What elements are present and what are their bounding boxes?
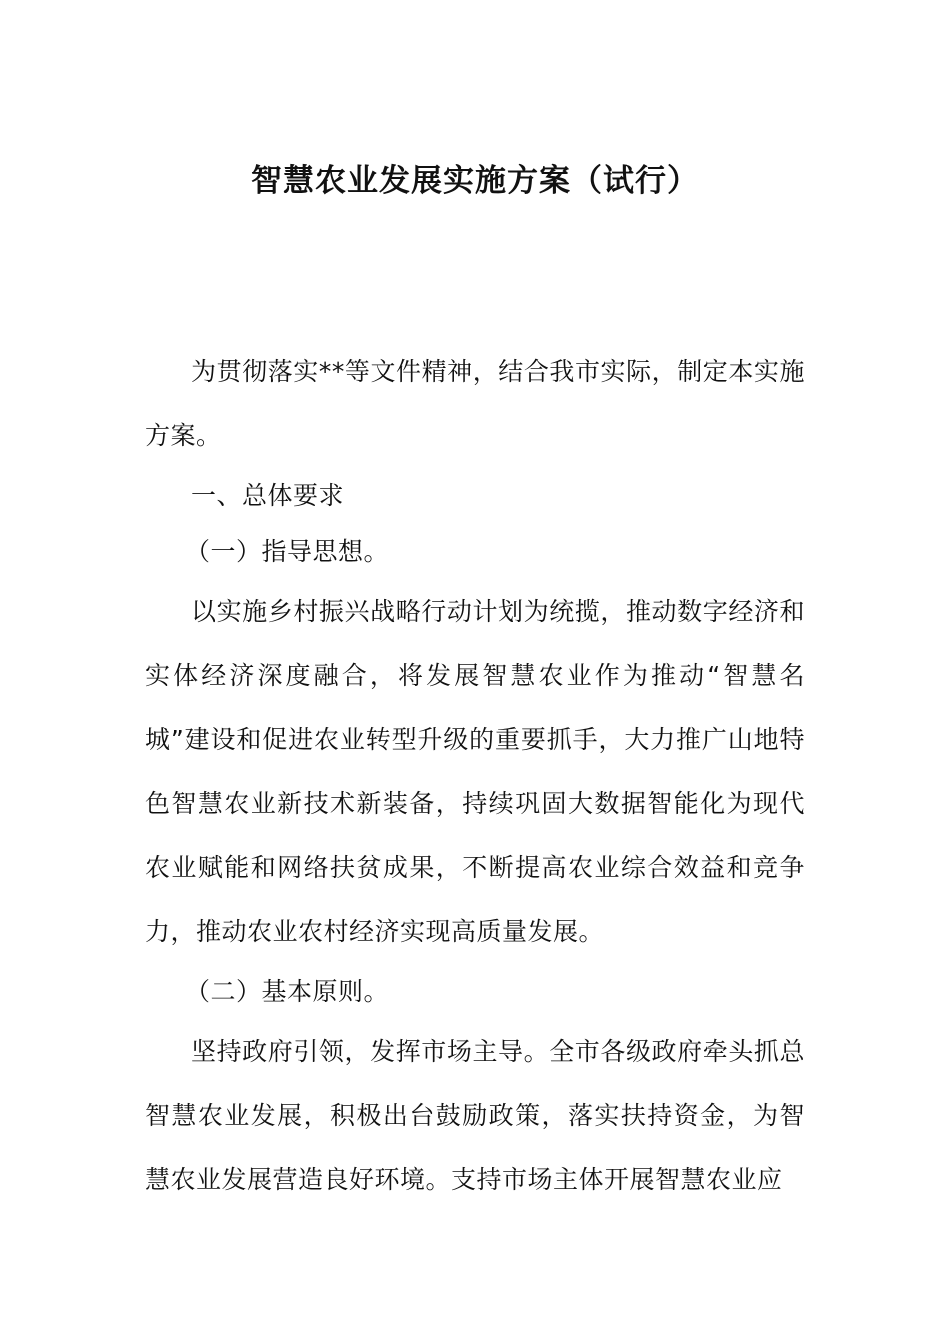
basic-principles-paragraph: 坚持政府引领，发挥市场主导。全市各级政府牵头抓总智慧农业发展，积极出台鼓励政策，落实扶持资金，为智慧农业发展营造良好环境。支持市场主体开展智慧农业应 <box>145 1037 805 1194</box>
section-heading-general-requirements: 一、总体要求 <box>191 481 345 510</box>
subsection-heading-guiding-ideology: （一）指导思想。 <box>185 537 390 566</box>
guiding-ideology-paragraph: 以实施乡村振兴战略行动计划为统揽，推动数字经济和实体经济深度融合，将发展智慧农业作为推动“智慧名城”建设和促进农业转型升级的重要抓手，大力推广山地特色智慧农业新技术新装备，持续巩固大数据智能化为现代农业赋能和网络扶贫成果，不断提高农业综合效益和竞争力，推动农业农村经济实现高质量发展。 <box>145 597 805 946</box>
document-body <box>145 340 805 1212</box>
intro-paragraph: 为贯彻落实**等文件精神，结合我市实际，制定本实施方案。 <box>145 357 805 450</box>
document-title: 智慧农业发展实施方案（试行） <box>251 163 699 199</box>
subsection-heading-basic-principles: （二）基本原则。 <box>185 977 390 1006</box>
